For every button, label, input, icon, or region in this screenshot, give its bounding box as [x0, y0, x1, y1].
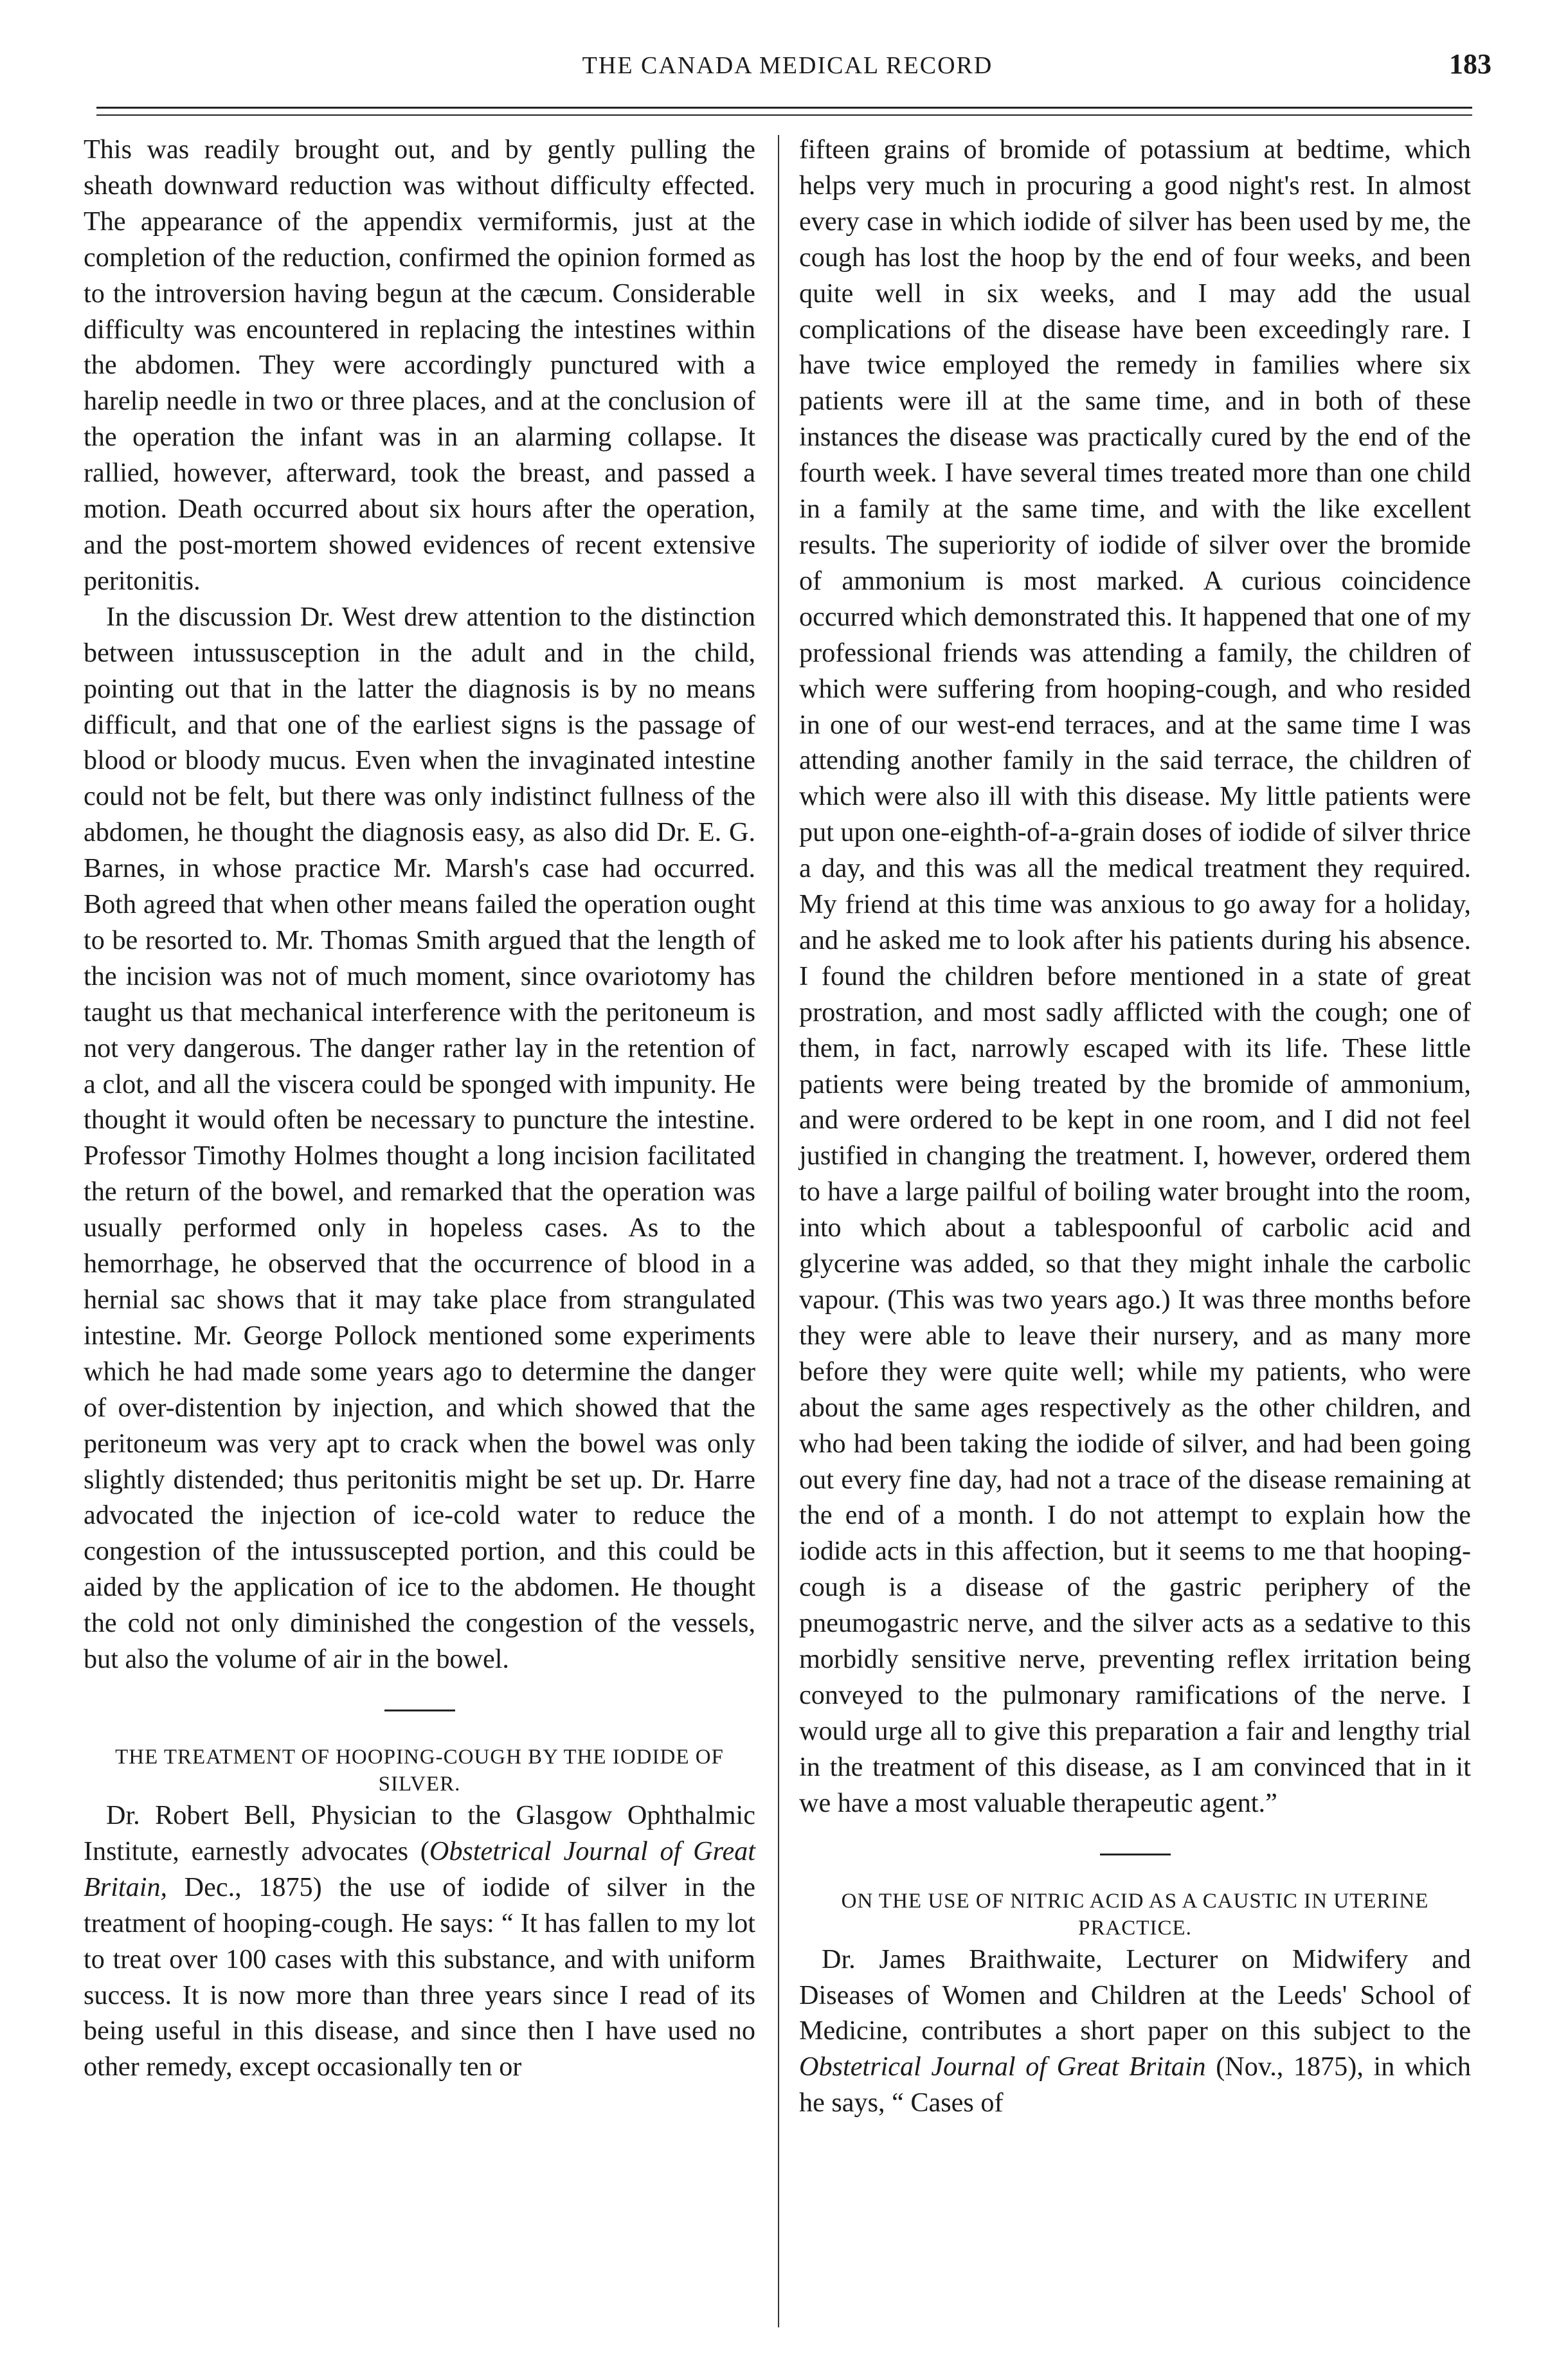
- text-segment: Dr. Robert Bell, Physician to the Glasgow Ophthalmic Institute, earnestly advocates (: [84, 1800, 755, 1866]
- journal-name: Obstetrical Journal of Great Britain: [799, 2052, 1206, 2082]
- section-divider: [1100, 1854, 1171, 1855]
- paragraph-iodide-results: fifteen grains of bromide of potassium at bedtime, which helps very much in procuring a good night's rest. In almost every case in which iodide of silver has been used by me, the cough has lost the hoop by the end of four weeks, and been quite well in six weeks, and I may add the usual complications of the disease have been exceedingly rare. I have twice employed the remedy in families where six patients were ill at the same time, and in both of these instances the disease was practically cured by the end of the fourth week. I have several times treated more than one child in a family at the same time, and with the like excellent results. The superiority of iodide of silver over the bromide of ammonium is most marked. A curious coincidence occurred which demonstrated this. It happened that one of my professional friends was attending a family, the children of which were suffering from hooping-cough, and who resided in one of our west-end terraces, and at the same time I was attending another family in the said terrace, the children of which were also ill with this disease. My little patients were put upon one-eighth-of-a-grain doses of iodide of silver thrice a day, and this was all the medical treatment they required. My friend at this time was anxious to go away for a holiday, and he asked me to look after his patients during his absence. I found the children before mentioned in a state of great prostration, and most sadly afflicted with the cough; one of them, in fact, narrowly escaped with its life. These little patients were being treated by the bromide of ammonium, and were ordered to be kept in one room, and I did not feel justified in changing the treatment. I, however, ordered them to have a large pailful of boiling water brought into the room, into which about a tablespoonful of carbolic acid and glycerine was added, so that they might inhale the carbolic vapour. (This was two years ago.) It was three months before they were able to leave their nursery, and as many more before they were quite well; while my patients, who were about the same ages respectively as the other children, and who had been taking the iodide of silver, and had been going out every fine day, had not a trace of the disease remaining at the end of a month. I do not attempt to explain how the iodide acts in this affection, but it seems to me that hooping-cough is a disease of the gastric periphery of the pneumogastric nerve, and the silver acts as a sedative to this morbidly sensitive nerve, preventing reflex irritation being conveyed to the pulmonary ramifications of the nerve. I would urge all to give this preparation a fair and lengthy trial in the treatment of this disease, as I am convinced that in it we have a most valuable therapeutic agent.”: [799, 134, 1472, 1818]
- section-divider: [384, 1710, 455, 1711]
- paragraph-dr-bell: [84, 1798, 755, 2085]
- header-rule-top: [96, 107, 1472, 109]
- paragraph-discussion: In the discussion Dr. West drew attention to the distinction between intussusception in the adult and in the child, pointing out that in the latter the diagnosis is by no means difficult, and that one of the earliest signs is the passage of blood or bloody mucus. Even when the invaginated intestine could not be felt, but there was only indistinct fullness of the abdomen, he thought the diagnosis easy, as also did Dr. E. G. Barnes, in whose practice Mr. Marsh's case had occurred. Both agreed that when other means failed the operation ought to be resorted to. Mr. Thomas Smith argued that the length of the incision was not of much moment, since ovariotomy has taught us that mechanical interference with the peritoneum is not very dangerous. The danger rather lay in the retention of a clot, and all the viscera could be sponged with impunity. He thought it would often be necessary to puncture the intestine. Professor Timothy Holmes thought a long incision facilitated the return of the bowel, and remarked that the operation was usually performed only in hopeless cases. As to the hemorrhage, he observed that the occurrence of blood in a hernial sac shows that it may take place from strangulated intestine. Mr. George Pollock mentioned some experiments which he had made some years ago to determine the danger of over-distention by injection, and which showed that the peritoneum was very apt to crack when the bowel was only slightly distended; thus peritonitis might be set up. Dr. Harre advocated the injection of ice-cold water to reduce the congestion of the intussuscepted portion, and this could be aided by the application of ice to the abdomen. He thought the cold not only diminished the congestion of the vessels, but also the volume of air in the bowel.: [84, 601, 755, 1675]
- paragraph-dr-braithwaite: [799, 1942, 1471, 2122]
- paragraph-intussusception-case: This was readily brought out, and by gently pulling the sheath downward reduction was without difficulty effected. The appearance of the appendix vermiformis, just at the completion of the reduction, confirmed the opinion formed as to the introversion having begun at the cæcum. Considerable difficulty was encountered in replacing the intestines within the abdomen. They were accordingly punctured with a harelip needle in two or three places, and at the conclusion of the operation the infant was in an alarming collapse. It rallied, however, afterward, took the breast, and passed a motion. Death occurred about six hours after the operation, and the post-mortem showed evidences of recent extensive peritonitis.: [84, 134, 755, 596]
- text-segment: Dr. James Braithwaite, Lecturer on Midwifery and Diseases of Women and Children at the Leeds' School of Medicine, contributes a short paper on this subject to the: [799, 1944, 1471, 2046]
- page-number: 183: [1449, 48, 1491, 80]
- article-heading-hooping-cough: THE TREATMENT OF HOOPING-COUGH BY THE IODIDE OF SILVER.: [115, 1745, 724, 1796]
- right-column: [799, 132, 1471, 2121]
- text-segment: (Nov., 1875), in which he says, “ Cases of: [799, 2052, 1471, 2118]
- text-segment: Dec., 1875) the use of iodide of silver in the treatment of hooping-cough. He says: “ It has fallen to my lot to treat over 100 cases with this substance, and with uniform success. It is now more than three years since I read of its being useful in this disease, and since then I have used no other remedy, except occasionally ten or: [84, 1872, 755, 2082]
- page-header: [71, 39, 1504, 90]
- column-divider: [778, 135, 779, 2327]
- left-column: [84, 132, 755, 2085]
- journal-title: THE CANADA MEDICAL RECORD: [582, 52, 993, 79]
- article-heading-nitric-acid: ON THE USE OF NITRIC ACID AS A CAUSTIC IN UTERINE PRACTICE.: [841, 1889, 1429, 1940]
- journal-name: Obstetrical Journal of Great Britain,: [84, 1836, 755, 1902]
- header-rule-bottom: [96, 114, 1472, 116]
